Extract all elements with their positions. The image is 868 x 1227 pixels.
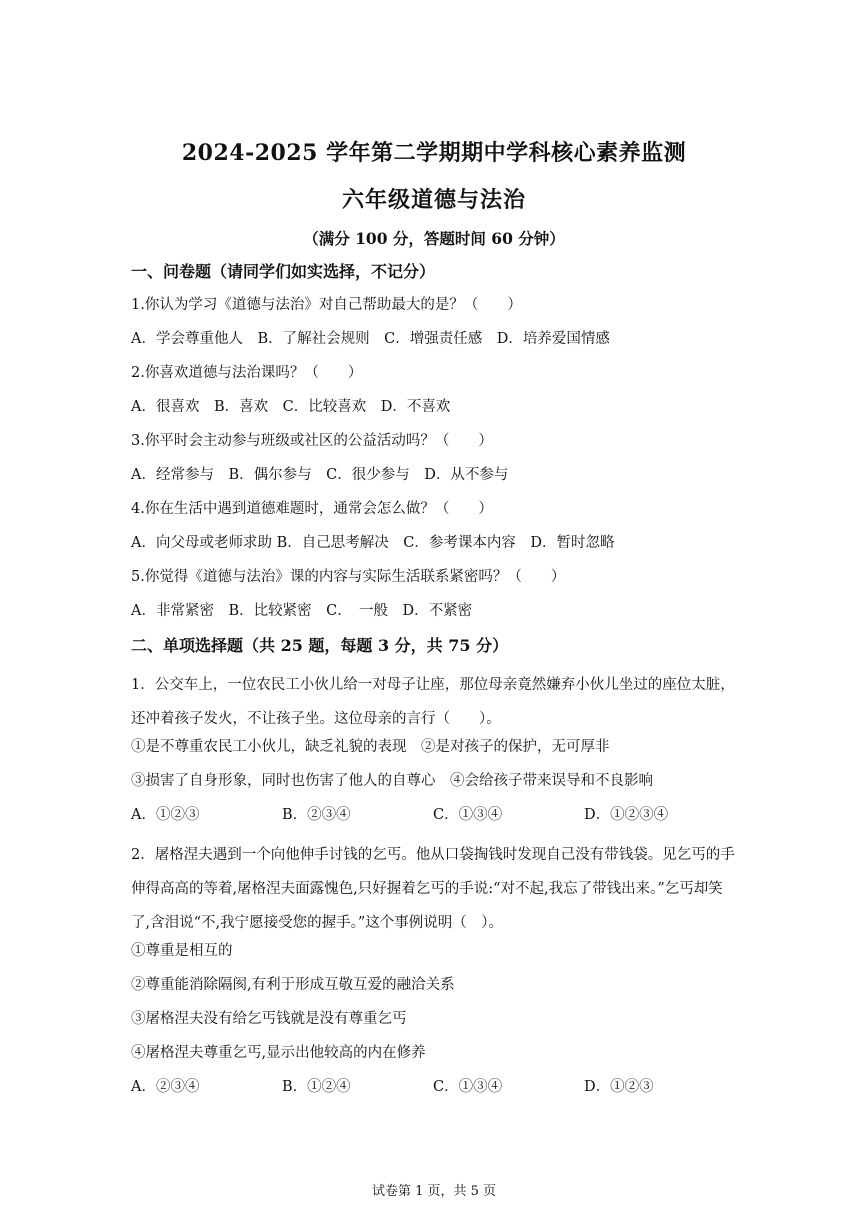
page-footer: 试卷第 1 页，共 5 页 <box>371 1184 497 1199</box>
question-2-options <box>131 1076 736 1110</box>
option-b: B．①②④ <box>282 1079 351 1095</box>
question-2-item: ①尊重是相互的 <box>131 943 233 959</box>
survey-question-2: 2.你喜欢道德与法治课吗？（ ） <box>131 365 363 381</box>
exam-title: 2024-2025 学年第二学期期中学科核心素养监测 <box>181 140 687 166</box>
exam-content <box>131 260 736 1110</box>
question-2-item: ④屠格涅夫尊重乞丐,显示出他较高的内在修养 <box>131 1045 426 1061</box>
question-2-item: ②尊重能消除隔阂,有利于形成互敬互爱的融洽关系 <box>131 977 455 993</box>
exam-note: （满分 100 分，答题时间 60 分钟） <box>303 229 565 248</box>
survey-question-3: 3.你平时会主动参与班级或社区的公益活动吗？（ ） <box>131 433 493 449</box>
option-c: C．①③④ <box>433 807 503 823</box>
question-1-options <box>131 804 736 838</box>
survey-question-4: 4.你在生活中遇到道德难题时，通常会怎么做？（ ） <box>131 501 493 517</box>
question-1-item: ③损害了自身形象，同时也伤害了他人的自尊心 ④会给孩子带来误导和不良影响 <box>131 773 653 789</box>
question-1-stem: 1．公交车上，一位农民工小伙儿给一对母子让座，那位母亲竟然嫌弃小伙儿坐过的座位太脏，还冲着孩子发火，不让孩子坐。这位母亲的言行（ ）。 <box>131 677 735 727</box>
option-d: D．①②③ <box>584 1079 654 1095</box>
section-heading-survey: 一、问卷题（请同学们如实选择，不记分） <box>131 262 436 281</box>
option-b: B．②③④ <box>282 807 351 823</box>
question-1-item: ①是不尊重农民工小伙儿，缺乏礼貌的表现 ②是对孩子的保护，无可厚非 <box>131 739 610 755</box>
section-heading-choice: 二、单项选择题（共 25 题，每题 3 分，共 75 分） <box>131 636 509 655</box>
survey-options-4: A．向父母或老师求助 B．自己思考解决 C．参考课本内容 D．暂时忽略 <box>131 535 615 551</box>
survey-options-2: A．很喜欢 B．喜欢 C．比较喜欢 D．不喜欢 <box>131 399 451 415</box>
option-a: A．①②③ <box>131 807 200 823</box>
question-2-item: ③屠格涅夫没有给乞丐钱就是没有尊重乞丐 <box>131 1011 407 1027</box>
survey-options-1: A．学会尊重他人 B．了解社会规则 C．增强责任感 D．培养爱国情感 <box>131 331 610 347</box>
survey-options-5: A．非常紧密 B．比较紧密 C． 一般 D．不紧密 <box>131 603 473 619</box>
survey-options-3: A．经常参与 B．偶尔参与 C．很少参与 D．从不参与 <box>131 467 509 483</box>
option-d: D．①②③④ <box>584 807 669 823</box>
option-a: A．②③④ <box>131 1079 200 1095</box>
exam-subject: 六年级道德与法治 <box>341 187 526 213</box>
survey-question-1: 1.你认为学习《道德与法治》对自己帮助最大的是？（ ） <box>131 297 522 313</box>
question-2-stem: 2．屠格涅夫遇到一个向他伸手讨钱的乞丐。他从口袋掏钱时发现自己没有带钱袋。见乞丐的手伸得高高的等着,屠格涅夫面露愧色,只好握着乞丐的手说:“对不起,我忘了带钱出来。”乞丐却笑了,含泪说“不,我宁愿接受您的握手。”这个事例说明（ ）。 <box>131 847 735 931</box>
survey-question-5: 5.你觉得《道德与法治》课的内容与实际生活联系紧密吗？（ ） <box>131 569 566 585</box>
option-c: C．①③④ <box>433 1079 503 1095</box>
